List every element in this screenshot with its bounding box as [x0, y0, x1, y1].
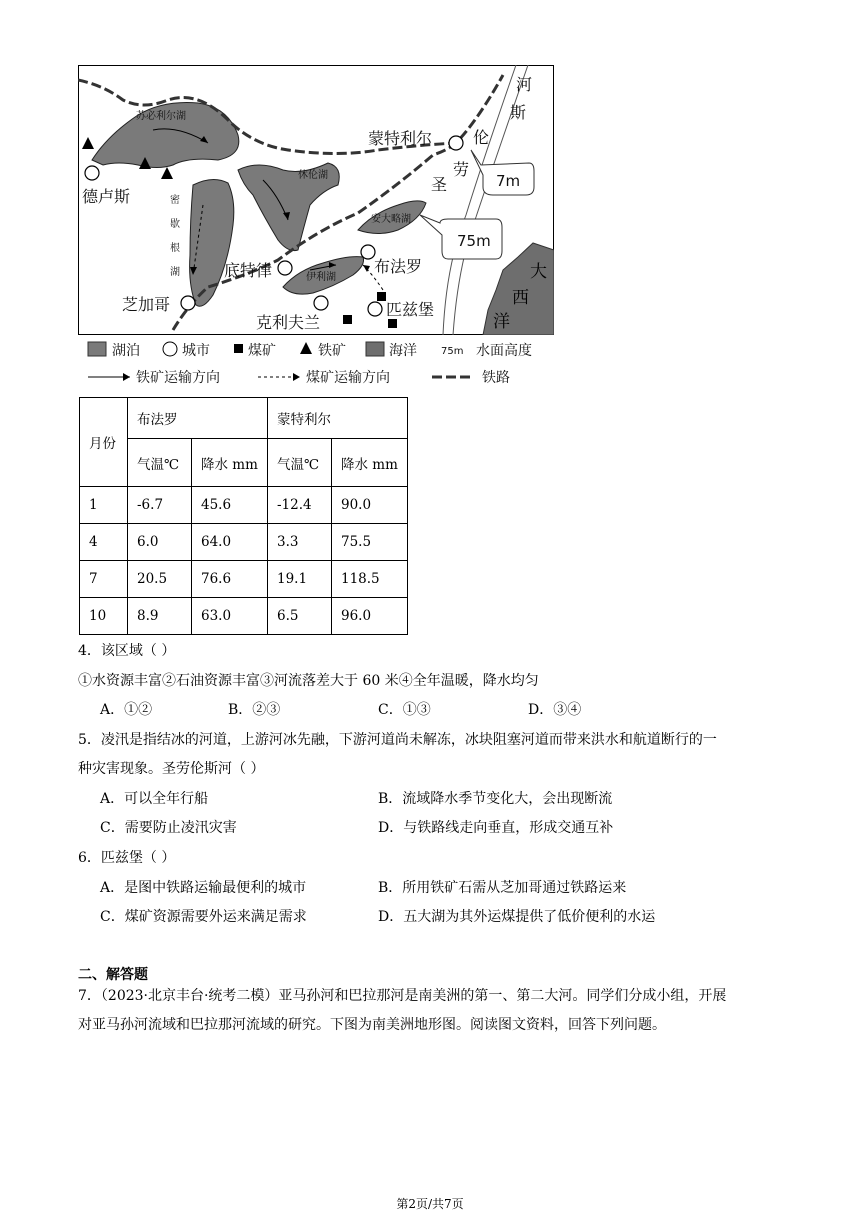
- table-cell: 76.6: [192, 561, 268, 598]
- great-lakes-map: [78, 65, 554, 335]
- question-5-option-d[interactable]: D．与铁路线走向垂直，形成交通互补: [378, 820, 614, 836]
- lake-superior-label: 苏必利尔湖: [136, 111, 186, 122]
- question-5-option-a[interactable]: A．可以全年行船: [100, 791, 209, 807]
- section-heading: 二、解答题: [78, 967, 148, 983]
- table-cell: 118.5: [332, 561, 408, 598]
- table-cell: -12.4: [268, 487, 332, 524]
- legend-ocean-label: 海洋: [389, 343, 417, 359]
- table-cell: 96.0: [332, 598, 408, 635]
- temp-header: 气温℃: [128, 439, 192, 487]
- city-chicago-marker: [181, 296, 195, 310]
- city2-header: 蒙特利尔: [268, 398, 408, 439]
- river-label-4: 劳: [453, 160, 470, 179]
- question-4-option-c[interactable]: C．①③: [378, 702, 431, 718]
- climate-table: [79, 397, 408, 635]
- table-row: [80, 561, 408, 598]
- river-label-5: 圣: [431, 175, 448, 194]
- temp-header: 气温℃: [268, 439, 332, 487]
- table-cell: 4: [80, 524, 128, 561]
- table-cell: 1: [80, 487, 128, 524]
- question-5-stem-line2: 种灾害现象。圣劳伦斯河（ ）: [78, 761, 265, 777]
- table-cell: -6.7: [128, 487, 192, 524]
- table-cell: 75.5: [332, 524, 408, 561]
- city-buffalo-label: 布法罗: [374, 257, 423, 276]
- month-header: 月份: [80, 398, 128, 487]
- question-7-line1: 7．（2023·北京丰台·统考二模）亚马孙河和巴拉那河是南美洲的第一、第二大河。同学们分成小组，开展: [78, 988, 727, 1004]
- river-label-2: 斯: [510, 103, 527, 122]
- table-cell: 63.0: [192, 598, 268, 635]
- legend-railway-label: 铁路: [482, 370, 510, 386]
- question-4-statements: ①水资源丰富②石油资源丰富③河流落差大于 60 米④全年温暖，降水均匀: [78, 673, 539, 689]
- city1-header: 布法罗: [128, 398, 268, 439]
- table-row: [80, 598, 408, 635]
- legend-coal-label: 煤矿: [248, 343, 276, 359]
- table-cell: 64.0: [192, 524, 268, 561]
- coal-mine-marker: [343, 315, 352, 324]
- question-5-option-c[interactable]: C．需要防止凌汛灾害: [100, 820, 237, 836]
- question-4-option-d[interactable]: D．③④: [528, 702, 582, 718]
- atlantic-label-1: 大: [530, 262, 547, 282]
- height-75m-label: 75m: [457, 232, 491, 250]
- lake-michigan-label-2: 歇: [170, 219, 180, 230]
- precip-header: 降水 mm: [192, 439, 268, 487]
- legend-lake-label: 湖泊: [112, 343, 140, 359]
- city-duluth-label: 德卢斯: [82, 187, 131, 206]
- city-pittsburgh-label: 匹兹堡: [386, 300, 435, 319]
- atlantic-label-2: 西: [512, 288, 529, 308]
- lake-huron-label: 休伦湖: [298, 170, 328, 181]
- city-duluth-marker: [85, 166, 99, 180]
- table-cell: 7: [80, 561, 128, 598]
- city-detroit-label: 底特律: [224, 261, 273, 280]
- city-montreal-label: 蒙特利尔: [368, 129, 433, 148]
- table-cell: 90.0: [332, 487, 408, 524]
- lake-michigan-label-1: 密: [170, 195, 180, 206]
- question-6-option-a[interactable]: A．是图中铁路运输最便利的城市: [100, 880, 307, 896]
- legend-iron-transport-label: 铁矿运输方向: [136, 370, 220, 386]
- lake-ontario-label: 安大略湖: [371, 214, 411, 225]
- table-row: [80, 524, 408, 561]
- city-cleveland-label: 克利夫兰: [256, 313, 321, 332]
- coal-mine-marker: [377, 292, 386, 301]
- question-7-line2: 对亚马孙河流域和巴拉那河流域的研究。下图为南美洲地形图。阅读图文资料，回答下列问题。: [78, 1017, 666, 1033]
- river-label-1: 河: [516, 75, 533, 94]
- atlantic-label-3: 洋: [493, 312, 510, 332]
- page-footer: 第2页/共7页: [396, 1197, 464, 1211]
- question-4-option-b[interactable]: B．②③: [228, 702, 281, 718]
- height-7m-label: 7m: [496, 172, 521, 190]
- question-6-option-b[interactable]: B．所用铁矿石需从芝加哥通过铁路运来: [378, 880, 627, 896]
- table-cell: 45.6: [192, 487, 268, 524]
- map-legend: [78, 338, 554, 392]
- legend-height-label: 水面高度: [476, 343, 532, 359]
- lake-michigan-label-3: 根: [170, 243, 180, 254]
- question-5-option-b[interactable]: B．流域降水季节变化大，会出现断流: [378, 791, 613, 807]
- precip-header: 降水 mm: [332, 439, 408, 487]
- table-cell: 10: [80, 598, 128, 635]
- table-row: [80, 487, 408, 524]
- city-montreal-marker: [449, 136, 463, 150]
- table-cell: 8.9: [128, 598, 192, 635]
- city-pittsburgh-marker: [368, 302, 382, 316]
- table-cell: 6.0: [128, 524, 192, 561]
- legend-city-label: 城市: [182, 343, 210, 359]
- city-buffalo-marker: [361, 245, 375, 259]
- question-4-stem: 4．该区域（ ）: [78, 643, 176, 659]
- legend-iron-label: 铁矿: [318, 343, 346, 359]
- question-6-option-c[interactable]: C．煤矿资源需要外运来满足需求: [100, 909, 307, 925]
- table-cell: 19.1: [268, 561, 332, 598]
- river-label-3: 伦: [473, 128, 490, 147]
- legend-height-sample: 75m: [441, 346, 464, 357]
- city-cleveland-marker: [314, 296, 328, 310]
- question-5-stem-line1: 5．凌汛是指结冰的河道，上游河冰先融，下游河道尚未解冻，冰块阻塞河道而带来洪水和航道断行的一: [78, 732, 717, 748]
- legend-coal-transport-label: 煤矿运输方向: [306, 370, 390, 386]
- question-6-option-d[interactable]: D．五大湖为其外运煤提供了低价便利的水运: [378, 909, 656, 925]
- table-cell: 6.5: [268, 598, 332, 635]
- lake-erie-label: 伊利湖: [306, 272, 336, 283]
- question-4-option-a[interactable]: A．①②: [100, 702, 153, 718]
- lake-michigan-label-4: 湖: [170, 267, 180, 278]
- city-chicago-label: 芝加哥: [122, 295, 171, 314]
- table-cell: 20.5: [128, 561, 192, 598]
- city-detroit-marker: [278, 261, 292, 275]
- question-6-stem: 6．匹兹堡（ ）: [78, 850, 176, 866]
- coal-mine-marker: [388, 319, 397, 328]
- table-cell: 3.3: [268, 524, 332, 561]
